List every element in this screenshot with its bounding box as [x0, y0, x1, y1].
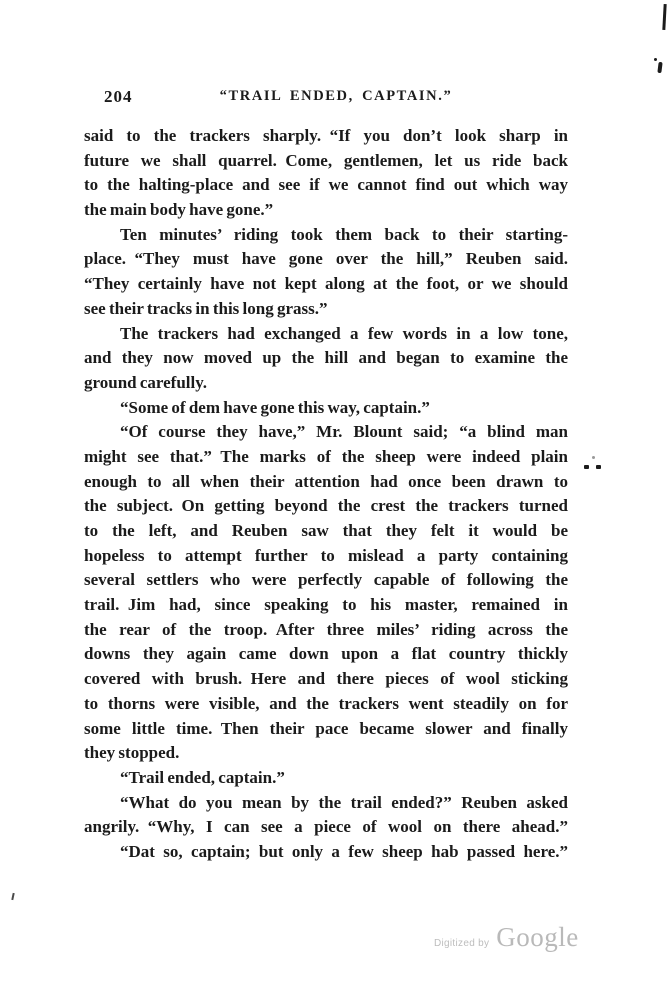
text-line: to thorns were visible, and the trackers went steadily on for [84, 693, 568, 713]
text-line: might see that.” The marks of the sheep were indeed plain [84, 446, 568, 466]
scan-artifact-faint-speck [592, 456, 595, 459]
watermark-prefix: Digitized by [434, 938, 490, 949]
text-line: some little time. Then their pace became slower and finally [84, 718, 568, 738]
text-line: “What do you mean by the trail ended?” Reuben asked [120, 792, 568, 812]
text-line: the rear of the troop. After three miles’ riding across the [84, 619, 568, 639]
text-line: The trackers had exchanged a few words in a low tone, [120, 323, 568, 343]
text-line: several settlers who were perfectly capable of following the [84, 570, 568, 590]
text-line: future we shall quarrel. Come, gentlemen, let us ride back [84, 150, 568, 170]
text-line: see their tracks in this long grass.” [84, 298, 328, 318]
scan-artifact-comma-mark [657, 62, 662, 73]
text-line: hopeless to attempt further to mislead a party containing [84, 545, 568, 565]
page-number: 204 [104, 87, 133, 106]
text-line: and they now moved up the hill and began to examine the [84, 348, 568, 368]
text-line: Ten minutes’ riding took them back to their starting- [120, 224, 568, 244]
google-logo: Google [496, 922, 579, 952]
text-line: angrily. “Why, I can see a piece of wool on there ahead.” [84, 817, 568, 837]
scan-artifact-ink-speck [584, 465, 589, 469]
text-line: said to the trackers sharply. “If you don’t look sharp in [84, 126, 568, 145]
text-line: covered with brush. Here and there pieces of wool sticking [84, 669, 568, 689]
text-line: “They certainly have not kept along at the foot, or we should [84, 274, 568, 294]
text-line: ground carefully. [84, 372, 208, 392]
text-line: downs they again came down upon a flat country thickly [84, 644, 568, 664]
text-line: the main body have gone.” [84, 200, 274, 220]
scan-artifact-left-edge-speck [11, 893, 14, 900]
scan-artifact-top-right-line [662, 4, 666, 30]
text-line: place. “They must have gone over the hill,” Reuben said. [84, 249, 568, 269]
body-text [84, 124, 568, 865]
scan-artifact-dot [654, 58, 657, 61]
text-line: to the left, and Reuben saw that they felt it would be [84, 521, 568, 540]
text-line: “Of course they have,” Mr. Blount said; “a blind man [120, 422, 568, 442]
text-line: enough to all when their attention had once been drawn to [84, 471, 568, 491]
digitized-by-google-watermark [434, 922, 579, 953]
text-line: “Trail ended, captain.” [120, 767, 285, 787]
text-line: trail. Jim had, since speaking to his master, remained in [84, 595, 568, 615]
scan-artifact-ink-speck [596, 465, 601, 469]
text-line: they stopped. [84, 743, 180, 763]
text-line: to the halting-place and see if we cannot find out which way [84, 175, 568, 195]
text-line: the subject. On getting beyond the crest the trackers turned [84, 496, 568, 516]
running-title: “TRAIL ENDED, CAPTAIN.” [219, 88, 453, 104]
text-line: “Some of dem have gone this way, captain.” [120, 397, 430, 417]
text-line: “Dat so, captain; but only a few sheep hab passed here.” [120, 841, 568, 861]
